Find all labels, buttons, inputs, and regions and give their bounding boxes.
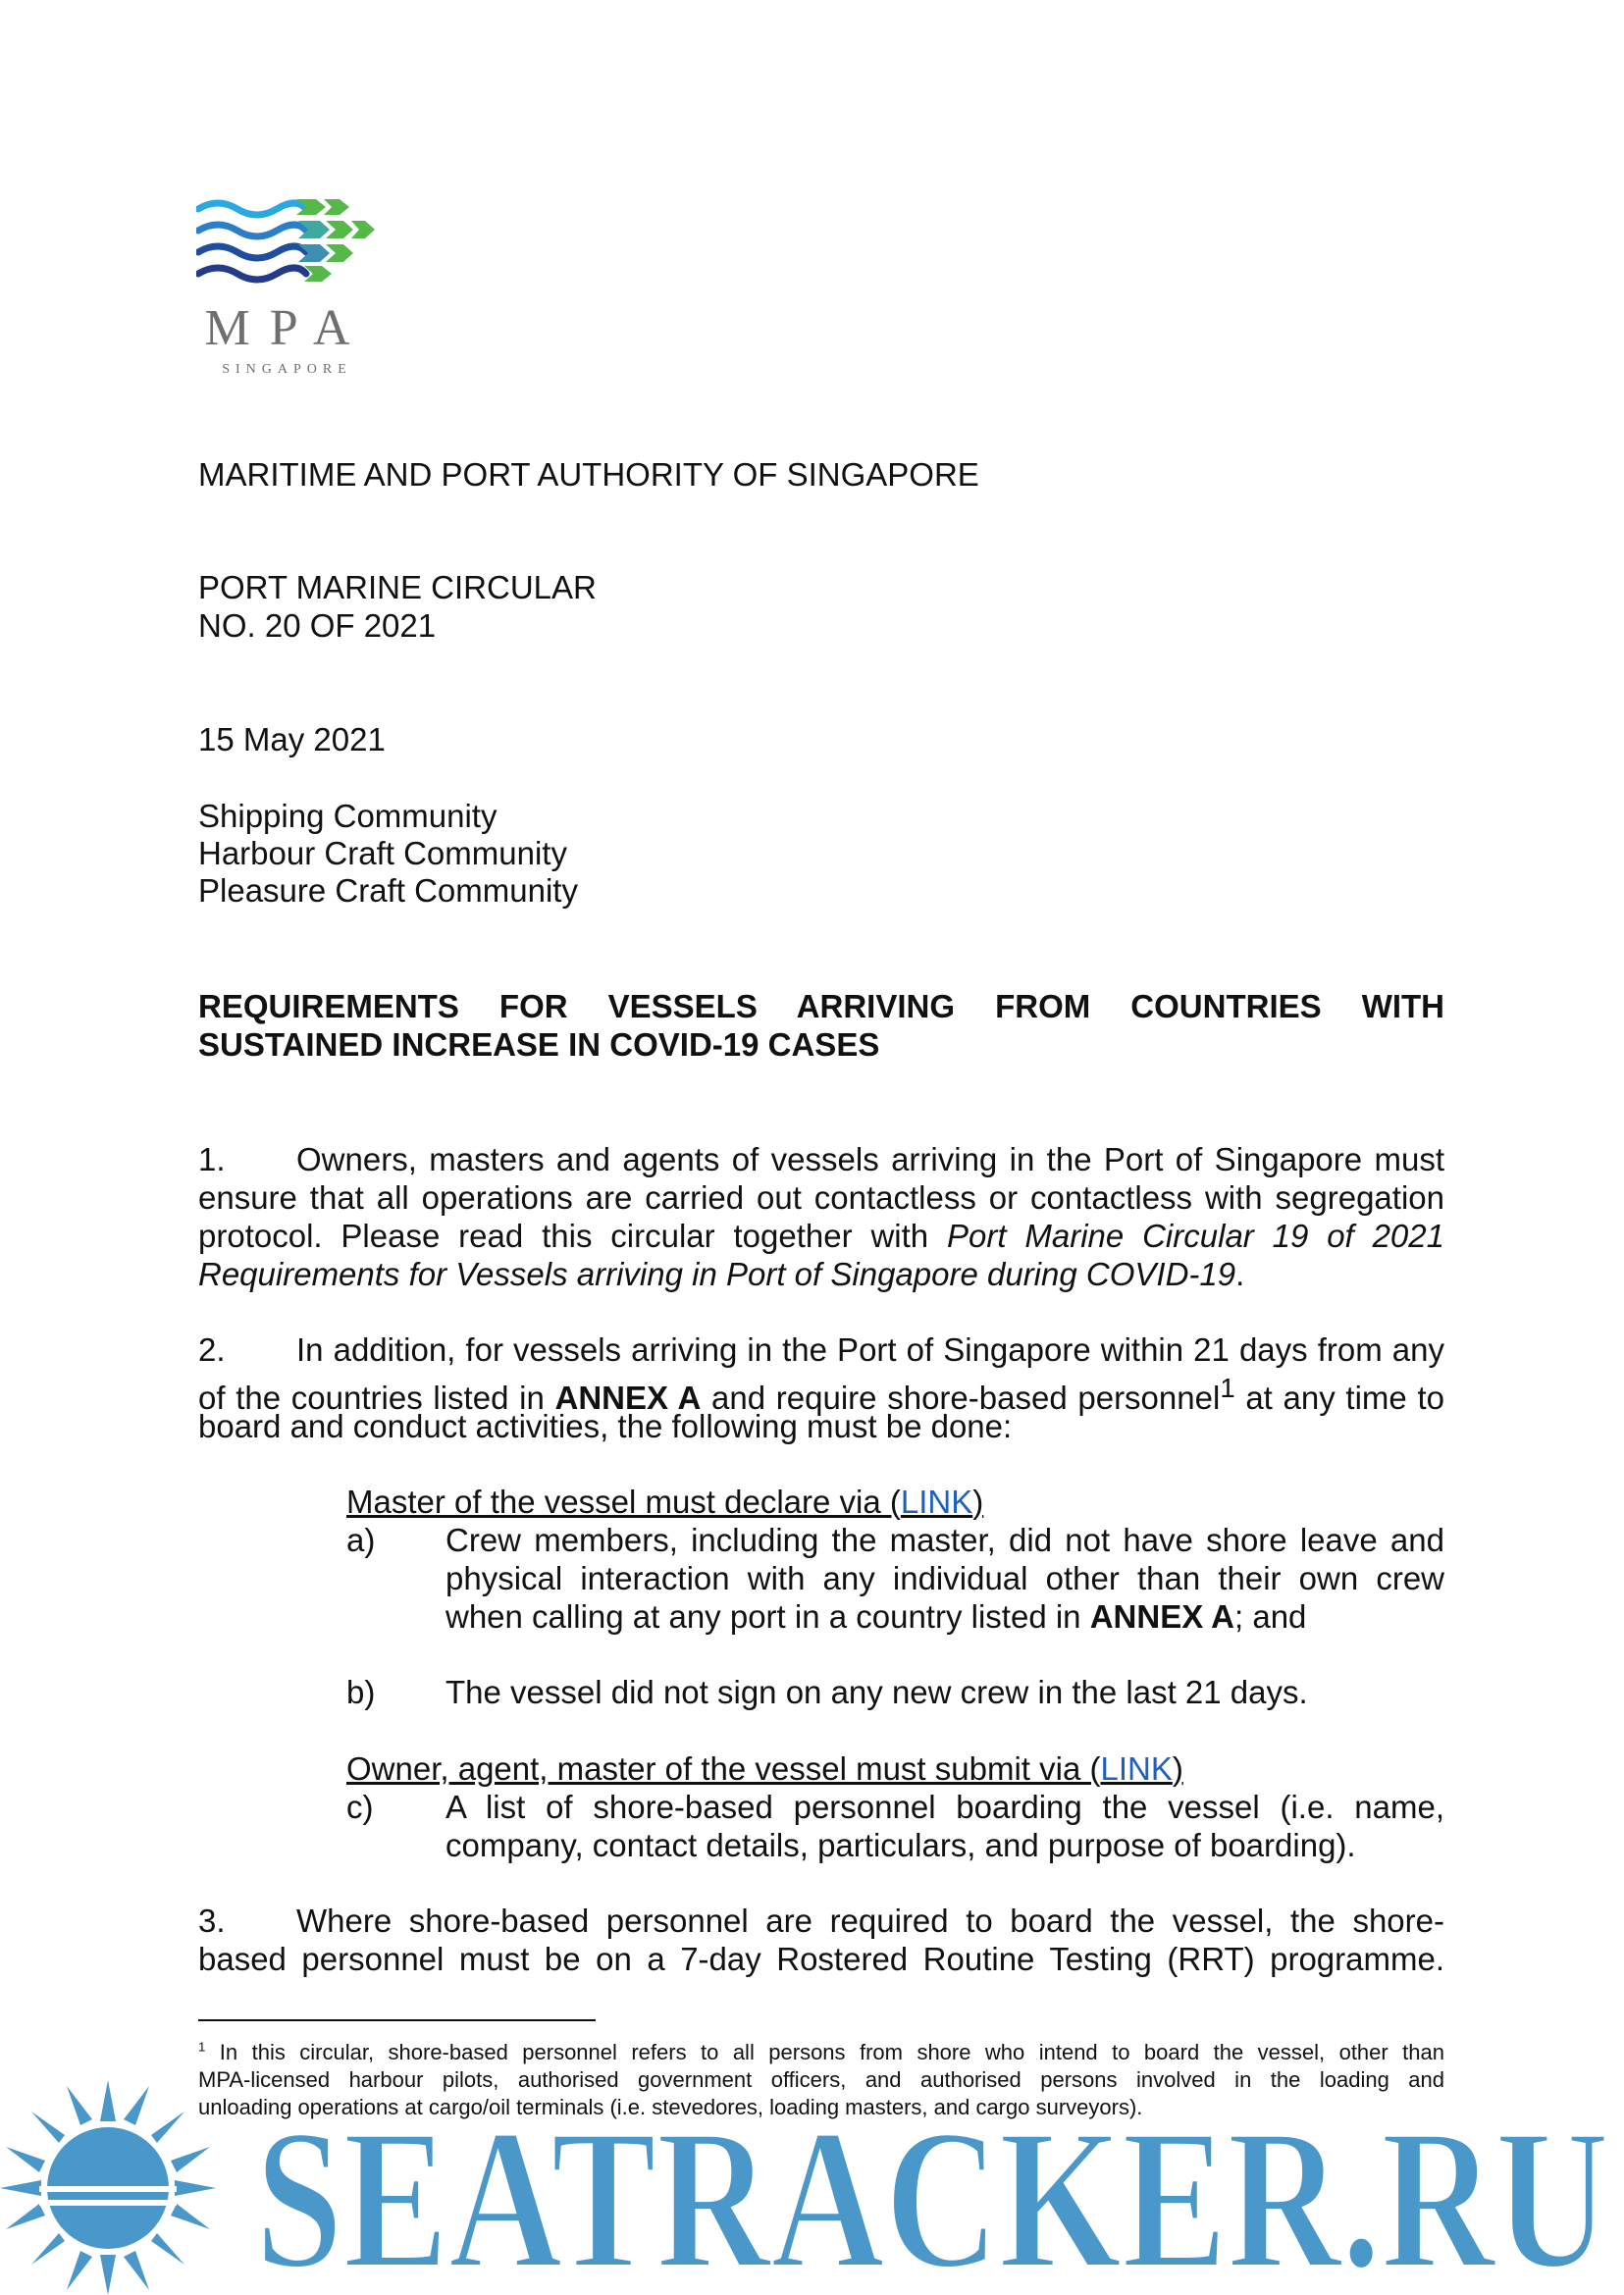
master-declare-link[interactable]: LINK bbox=[900, 1484, 973, 1520]
para1-line4: Requirements for Vessels arriving in Port of Singapore during COVID-19. bbox=[198, 1256, 1245, 1292]
footnote-marker: 1 bbox=[198, 2039, 206, 2055]
sun-icon bbox=[0, 2080, 216, 2295]
item-c-line2: company, contact details, particulars, and purpose of boarding). bbox=[445, 1827, 1356, 1863]
item-a-line3: when calling at any port in a country listed in ANNEX A; and bbox=[445, 1598, 1307, 1635]
circular-title-line1: REQUIREMENTS FOR VESSELS ARRIVING FROM COUNTRIES WITH bbox=[198, 988, 1444, 1024]
logo-name: MPA bbox=[204, 300, 370, 356]
footnote-separator bbox=[198, 2019, 596, 2021]
para2-line3: board and conduct activities, the following must be done: bbox=[198, 1408, 1013, 1444]
authority-name: MARITIME AND PORT AUTHORITY OF SINGAPORE bbox=[198, 456, 979, 493]
recipient-shipping: Shipping Community bbox=[198, 798, 498, 834]
para3-line1: 3. Where shore-based personnel are required to board the vessel, the shore- bbox=[198, 1903, 1444, 1939]
owner-submit-heading: Owner, agent, master of the vessel must submit via (LINK) bbox=[346, 1750, 1183, 1787]
para1-line1: 1. Owners, masters and agents of vessels arriving in the Port of Singapore must bbox=[198, 1141, 1444, 1177]
recipient-harbour-craft: Harbour Craft Community bbox=[198, 835, 567, 871]
mpa-logo-waves-icon bbox=[196, 191, 378, 388]
item-a-line2: physical interaction with any individual other than their own crew bbox=[445, 1560, 1444, 1596]
para1-line2: ensure that all operations are carried out contactless or contactless with segregation bbox=[198, 1179, 1444, 1216]
pmc19-reference: Port Marine Circular 19 of 2021 bbox=[947, 1218, 1444, 1254]
circular-number: NO. 20 OF 2021 bbox=[198, 607, 437, 644]
para1-line3: protocol. Please read this circular together with Port Marine Circular 19 of 2021 bbox=[198, 1218, 1444, 1254]
para2-line2: of the countries listed in ANNEX A and require shore-based personnel$^1$ at any time to bbox=[198, 1373, 1444, 1416]
item-b-text: The vessel did not sign on any new crew in the last 21 days. bbox=[445, 1674, 1308, 1710]
item-c-line1: A list of shore-based personnel boarding the vessel (i.e. name, bbox=[445, 1789, 1444, 1825]
seatracker-watermark bbox=[0, 2080, 1624, 2295]
item-a-label: a) bbox=[346, 1522, 376, 1558]
item-a-line1: Crew members, including the master, did not have shore leave and bbox=[445, 1522, 1444, 1558]
para2-line1: 2. In addition, for vessels arriving in the Port of Singapore within 21 days from any bbox=[198, 1331, 1444, 1368]
footnote-line2: MPA-licensed harbour pilots, authorised government officers, and authorised persons involved in the loading and bbox=[198, 2067, 1444, 2092]
para3-number: 3. bbox=[198, 1903, 226, 1939]
annex-a-reference: ANNEX A bbox=[554, 1380, 702, 1416]
circular-type: PORT MARINE CIRCULAR bbox=[198, 569, 597, 605]
circular-title-line2: SUSTAINED INCREASE IN COVID-19 CASES bbox=[198, 1026, 880, 1063]
logo-subtitle: SINGAPORE bbox=[222, 362, 352, 377]
para2-number: 2. bbox=[198, 1331, 226, 1368]
master-declare-heading: Master of the vessel must declare via (LINK) bbox=[346, 1484, 984, 1520]
item-b-label: b) bbox=[346, 1674, 376, 1710]
footnote-ref-1: 1 bbox=[1220, 1373, 1235, 1403]
watermark-text: SEATRACKER.RU bbox=[255, 2088, 1609, 2295]
item-c-label: c) bbox=[346, 1789, 374, 1825]
circular-date: 15 May 2021 bbox=[198, 721, 386, 757]
footnote-line3: unloading operations at cargo/oil terminals (i.e. stevedores, loading masters, and cargo surveyors). bbox=[198, 2095, 1143, 2119]
recipient-pleasure-craft: Pleasure Craft Community bbox=[198, 872, 578, 909]
para3-line2: based personnel must be on a 7-day Rostered Routine Testing (RRT) programme. bbox=[198, 1941, 1444, 1977]
para1-number: 1. bbox=[198, 1141, 226, 1177]
owner-submit-link[interactable]: LINK bbox=[1100, 1750, 1173, 1787]
footnote-line1: $^1$ In this circular, shore-based personnel refers to all persons from shore who intend to board the vessel, other than bbox=[198, 2039, 1444, 2064]
